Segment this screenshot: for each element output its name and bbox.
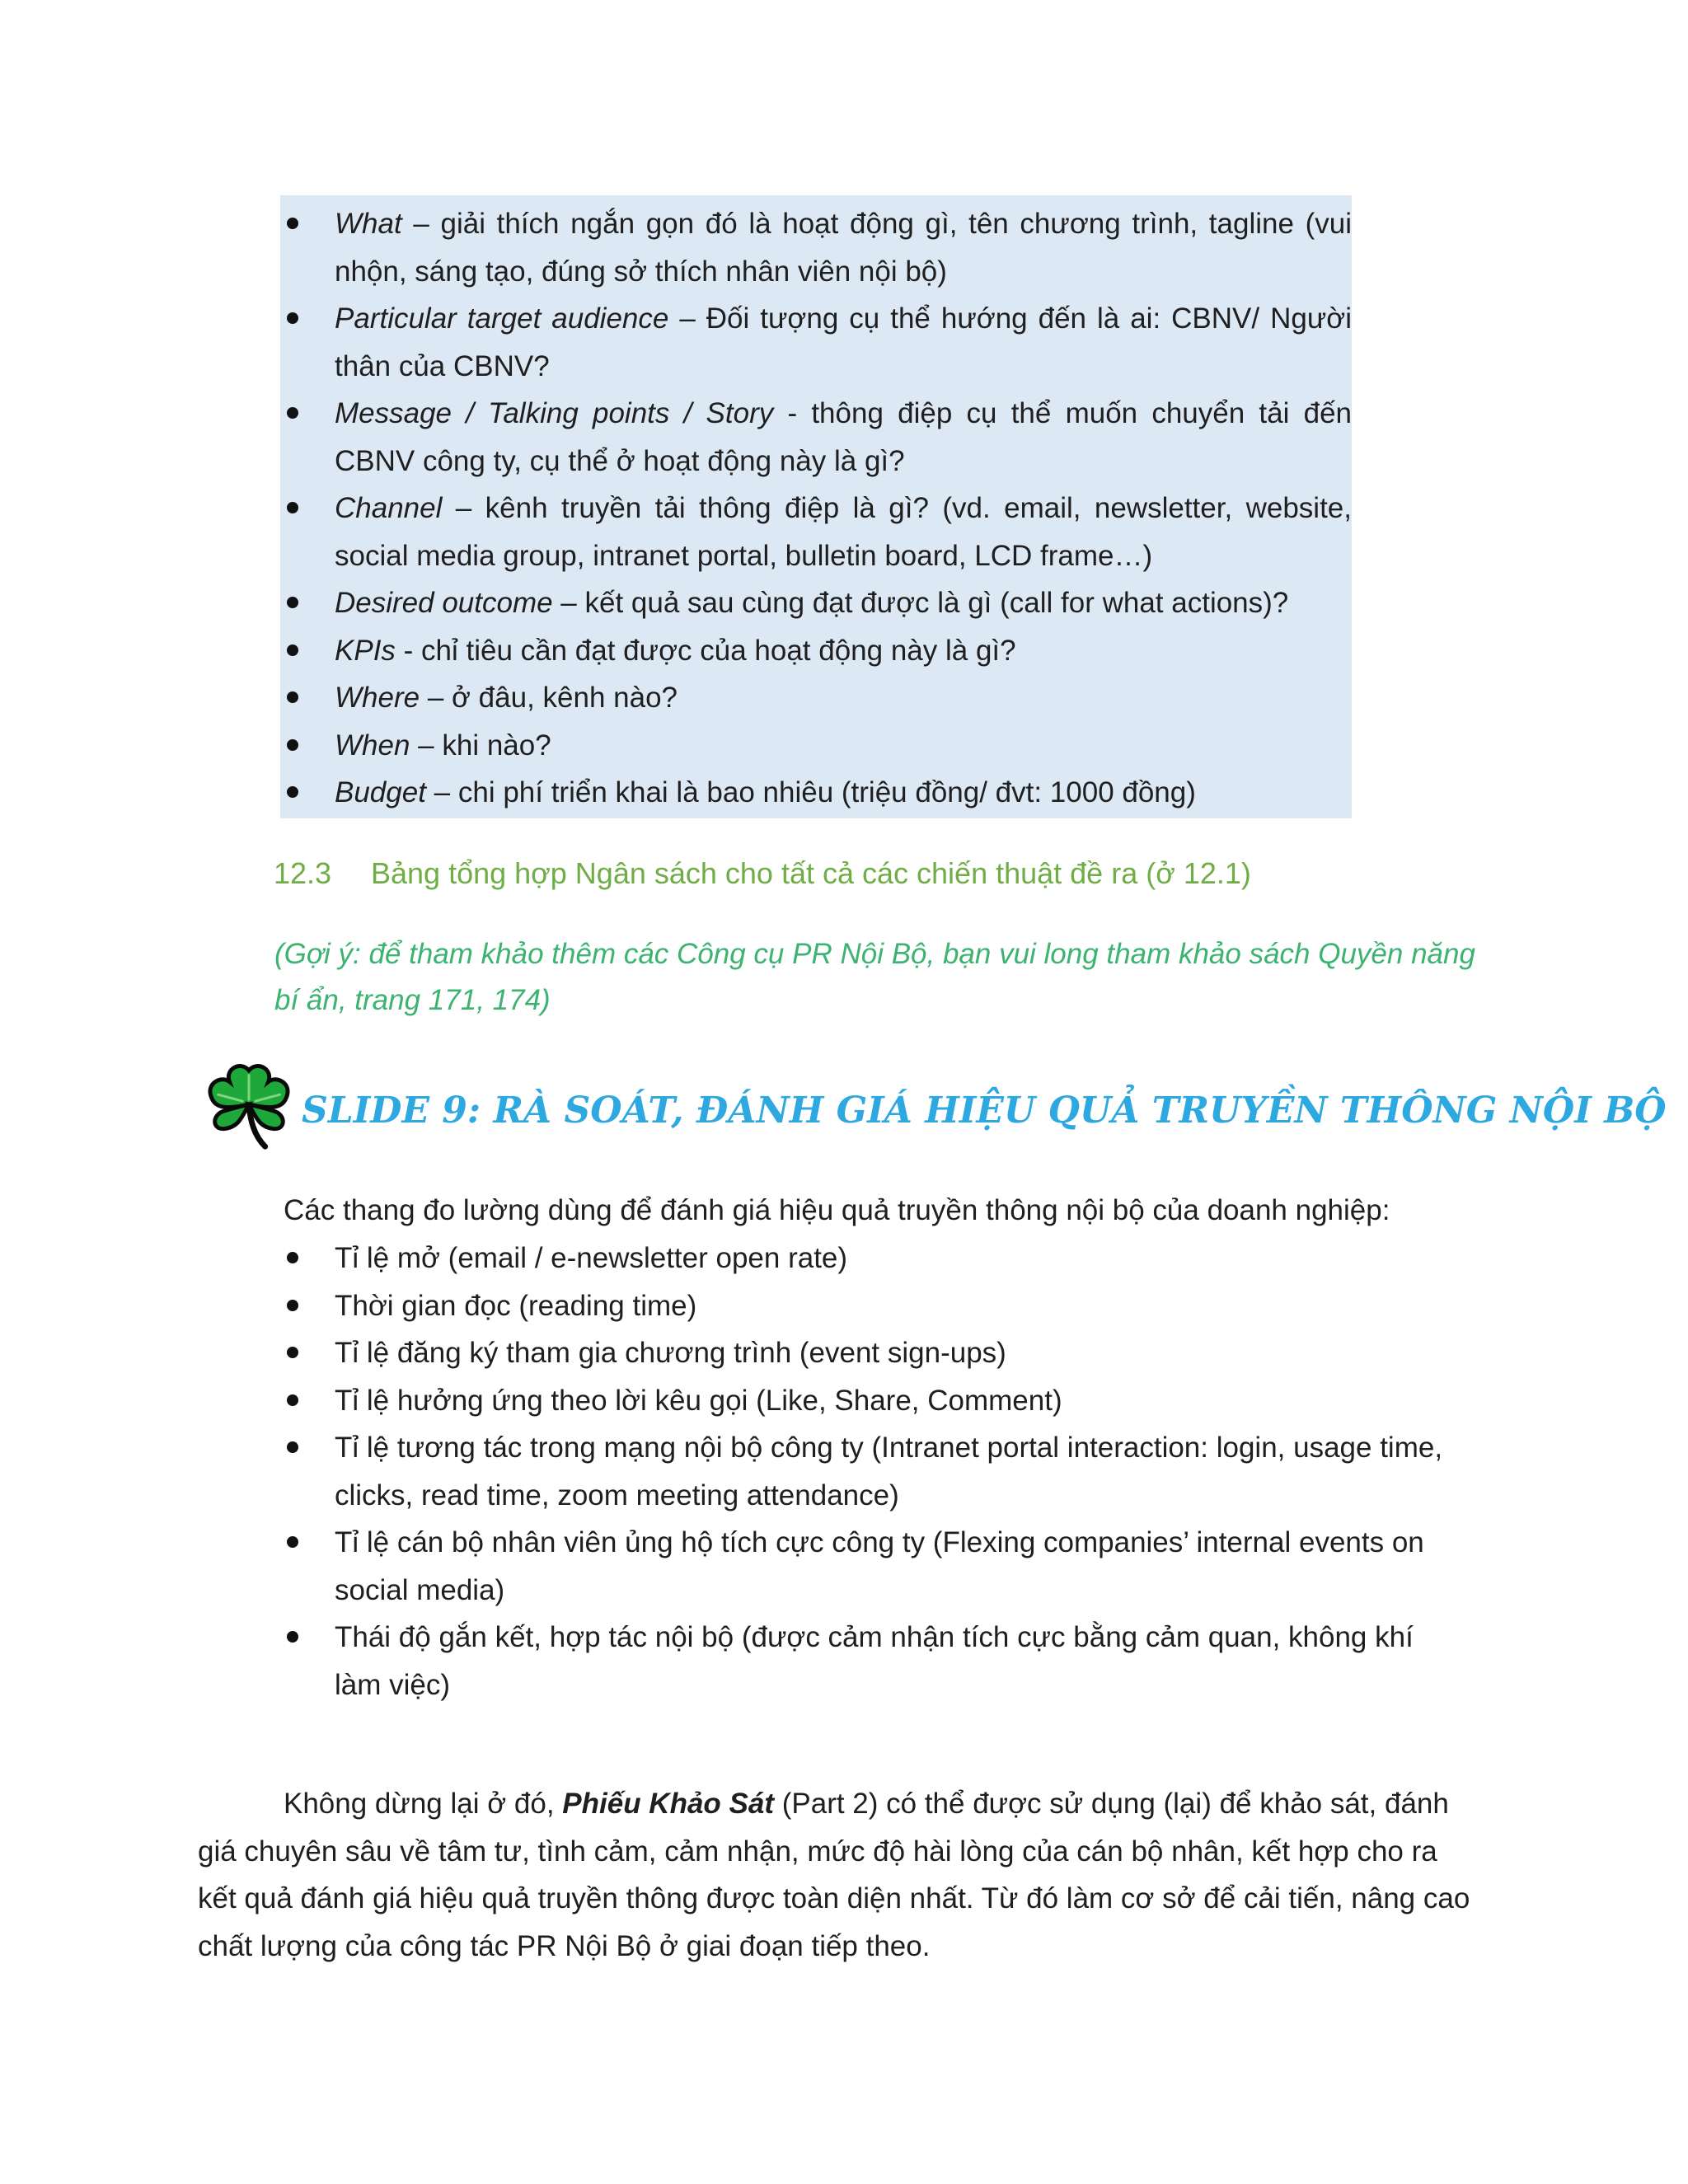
list-item: Desired outcome – kết quả sau cùng đạt được là gì (call for what actions)? <box>280 579 1352 627</box>
bullet-icon <box>287 1536 298 1548</box>
list-item: Particular target audience – Đối tượng cụ thể hướng đến là ai: CBNV/ Người thân của CBNV? <box>280 295 1352 390</box>
list-item: Budget – chi phí triển khai là bao nhiêu (triệu đồng/ đvt: 1000 đồng) <box>280 769 1352 817</box>
section-title: Bảng tổng hợp Ngân sách cho tất cả các chiến thuật đề ra (ở 12.1) <box>371 856 1251 890</box>
component-list <box>280 200 1352 817</box>
shamrock-icon <box>200 1057 298 1155</box>
bullet-icon <box>287 691 298 703</box>
list-item: Where – ở đâu, kênh nào? <box>280 674 1352 722</box>
bullet-icon <box>287 786 298 798</box>
metrics-list-wrapper <box>280 1235 1467 1708</box>
list-item: When – khi nào? <box>280 722 1352 770</box>
bullet-icon <box>287 407 298 419</box>
survey-emphasis: Phiếu Khảo Sát <box>562 1788 774 1820</box>
bullet-icon <box>287 1631 298 1643</box>
list-item: What – giải thích ngắn gọn đó là hoạt động gì, tên chương trình, tagline (vui nhộn, sáng tạo, đúng sở thích nhân viên nội bộ) <box>280 200 1352 295</box>
list-item: Channel – kênh truyền tải thông điệp là gì? (vd. email, newsletter, website, social media group, intranet portal, bulletin board, LCD frame…) <box>280 485 1352 579</box>
list-item: Thời gian đọc (reading time) <box>280 1282 1467 1330</box>
bullet-icon <box>287 1347 298 1358</box>
bullet-icon <box>287 644 298 656</box>
bullet-icon <box>287 739 298 751</box>
bullet-icon <box>287 1252 298 1263</box>
metrics-list <box>280 1235 1467 1708</box>
bullet-icon <box>287 502 298 513</box>
bullet-icon <box>287 1300 298 1311</box>
list-item: Thái độ gắn kết, hợp tác nội bộ (được cảm nhận tích cực bằng cảm quan, không khí làm việc) <box>280 1614 1467 1708</box>
list-item: Tỉ lệ cán bộ nhân viên ủng hộ tích cực công ty (Flexing companies’ internal events on social media) <box>280 1519 1467 1614</box>
list-item: Tỉ lệ hưởng ứng theo lời kêu gọi (Like, Share, Comment) <box>280 1377 1467 1425</box>
bullet-icon <box>287 218 298 229</box>
list-item: Tỉ lệ tương tác trong mạng nội bộ công ty (Intranet portal interaction: login, usage time, clicks, read time, zoom meeting attendance) <box>280 1424 1467 1519</box>
list-item: Message / Talking points / Story - thông điệp cụ thể muốn chuyển tải đến CBNV công ty, cụ thể ở hoạt động này là gì? <box>280 390 1352 485</box>
slide-title: SLIDE 9: RÀ SOÁT, ĐÁNH GIÁ HIỆU QUẢ TRUYỀN THÔNG NỘI BỘ <box>302 1090 1667 1132</box>
section-heading-12-3 <box>274 851 1251 897</box>
shaded-bullet-box <box>280 195 1352 818</box>
bullet-icon <box>287 597 298 608</box>
bullet-icon <box>287 312 298 324</box>
intro-text: Các thang đo lường dùng để đánh giá hiệu quả truyền thông nội bộ của doanh nghiệp: <box>284 1194 1390 1226</box>
bullet-icon <box>287 1441 298 1453</box>
list-item: KPIs - chỉ tiêu cần đạt được của hoạt động này là gì? <box>280 627 1352 675</box>
list-item: Tỉ lệ đăng ký tham gia chương trình (event sign-ups) <box>280 1329 1467 1377</box>
hint-note: (Gợi ý: để tham khảo thêm các Công cụ PR Nội Bộ, bạn vui long tham khảo sách Quyền năng bí ẩn, trang 171, 174) <box>274 938 1475 1016</box>
bullet-icon <box>287 1394 298 1406</box>
list-item: Tỉ lệ mở (email / e-newsletter open rate) <box>280 1235 1467 1282</box>
section-number: 12.3 <box>274 856 332 890</box>
closing-paragraph: Không dừng lại ở đó, Phiếu Khảo Sát (Part 2) có thể được sử dụng (lại) để khảo sát, đánh giá chuyên sâu về tâm tư, tình cảm, cảm nhận, mức độ hài lòng của cán bộ nhân, kết hợp cho ra kết quả đánh giá hiệu quả truyền thông được toàn diện nhất. Từ đó làm cơ sở để cải tiến, nâng cao chất lượng của công tác PR Nội Bộ ở giai đoạn tiếp theo. <box>198 1788 1470 1962</box>
